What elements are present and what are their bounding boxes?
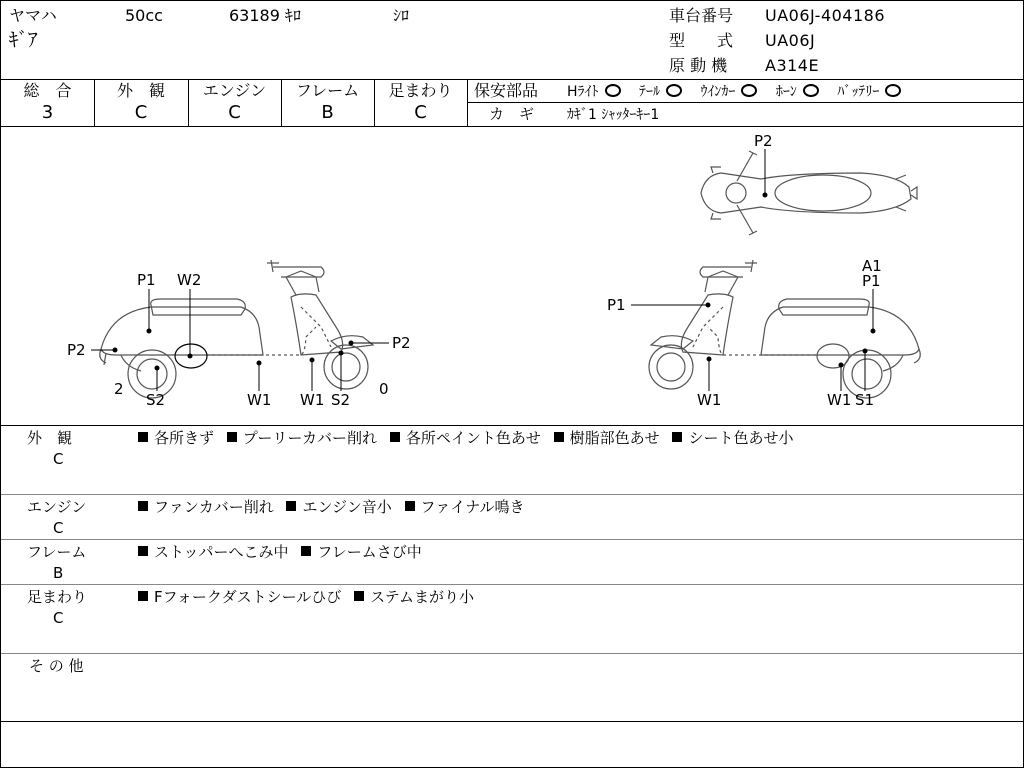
grade-overall-value: 3 <box>41 102 54 123</box>
displacement: 50cc <box>125 6 163 25</box>
remark-grade: B <box>53 564 64 582</box>
ok-circle-icon <box>885 84 901 97</box>
engine-model-label: 原 動 機 <box>669 56 728 75</box>
model-name: ｷﾞｱ <box>9 29 38 51</box>
grade-suspension-label: 足まわり <box>388 81 453 100</box>
remark-grade: C <box>53 519 64 537</box>
marker-p1-right-rear: P1 <box>862 272 881 290</box>
remark-category: エンジン <box>27 498 87 516</box>
marker-w1-left-front: W1 <box>300 391 325 409</box>
key-value: ｶｷﾞ1 ｼｬｯﾀｰｷｰ1 <box>567 107 660 123</box>
safety-item-taillight: ﾃｰﾙ <box>639 84 682 99</box>
marker-s2-left-rear: S2 <box>146 391 166 409</box>
grade-exterior-label: 外 観 <box>116 81 165 100</box>
body-color: ｼﾛ <box>393 6 410 25</box>
remark-grade: C <box>53 450 64 468</box>
other-label: そ の 他 <box>29 657 84 675</box>
ok-circle-icon <box>803 84 819 97</box>
frame-number: UA06J-404186 <box>765 6 886 25</box>
model-type: UA06J <box>765 31 816 50</box>
remark-category: フレーム <box>27 543 87 561</box>
grade-engine-value: C <box>228 102 241 123</box>
marker-w1-left-mid: W1 <box>247 391 272 409</box>
ok-circle-icon <box>741 84 757 97</box>
remark-category: 足まわり <box>27 588 88 606</box>
marker-w2-left: W2 <box>177 271 202 289</box>
remark-category: 外 観 <box>27 429 73 447</box>
remark-items: 各所きず プーリーカバー削れ 各所ペイント色あせ 樹脂部色あせ シート色あせ小 <box>138 431 793 446</box>
marker-p1-right-front: P1 <box>607 296 626 314</box>
marker-p2-left-front: P2 <box>392 334 411 352</box>
ok-circle-icon <box>666 84 682 97</box>
marker-p1-left: P1 <box>137 271 156 289</box>
divider <box>1 721 1023 722</box>
maker-name: ヤマハ <box>9 6 57 25</box>
divider <box>1 425 1023 426</box>
remark-items: ストッパーへこみ中 フレームさび中 <box>138 545 422 560</box>
safety-item-horn: ﾎｰﾝ <box>776 84 819 99</box>
frame-number-label: 車台番号 <box>669 6 734 25</box>
scooter-top-view <box>701 151 917 235</box>
grade-engine-label: エンジン <box>202 81 267 100</box>
marker-s2-left-front: S2 <box>331 391 351 409</box>
grade-overall-label: 総 合 <box>23 81 72 100</box>
marker-p2-top: P2 <box>754 132 773 150</box>
grade-frame-label: フレーム <box>295 81 360 100</box>
marker-0: 0 <box>379 380 389 398</box>
mileage: 63189 ｷﾛ <box>229 6 301 25</box>
grade-suspension-value: C <box>414 102 427 123</box>
marker-w1-right-rear: W1 <box>827 391 852 409</box>
safety-item-battery: ﾊﾞｯﾃﾘｰ <box>837 84 901 99</box>
grade-frame-value: B <box>321 102 334 123</box>
safety-parts-list <box>567 84 901 99</box>
safety-item-headlight: Hﾗｲﾄ <box>567 84 621 99</box>
marker-p2-left-rear: P2 <box>67 341 86 359</box>
grade-exterior-value: C <box>134 102 148 123</box>
safety-item-winker: ｳｲﾝｶｰ <box>700 84 757 99</box>
divider <box>1 79 1023 80</box>
marker-a1-right: A1 <box>862 257 882 275</box>
damage-diagram <box>1 127 1023 425</box>
safety-parts-label: 保安部品 <box>474 81 539 100</box>
engine-model: A314E <box>765 56 820 75</box>
remark-grade: C <box>53 609 64 627</box>
remark-items: ファンカバー削れ エンジン音小 ファイナル鳴き <box>138 500 524 515</box>
key-label: カ ギ <box>489 105 535 123</box>
model-type-label: 型 式 <box>669 31 734 50</box>
remark-items: Fフォークダストシールひび ステムまがり小 <box>138 590 474 605</box>
marker-s1-right: S1 <box>855 391 875 409</box>
marker-2: 2 <box>114 380 124 398</box>
ok-circle-icon <box>605 84 621 97</box>
marker-w1-right-front: W1 <box>697 391 722 409</box>
